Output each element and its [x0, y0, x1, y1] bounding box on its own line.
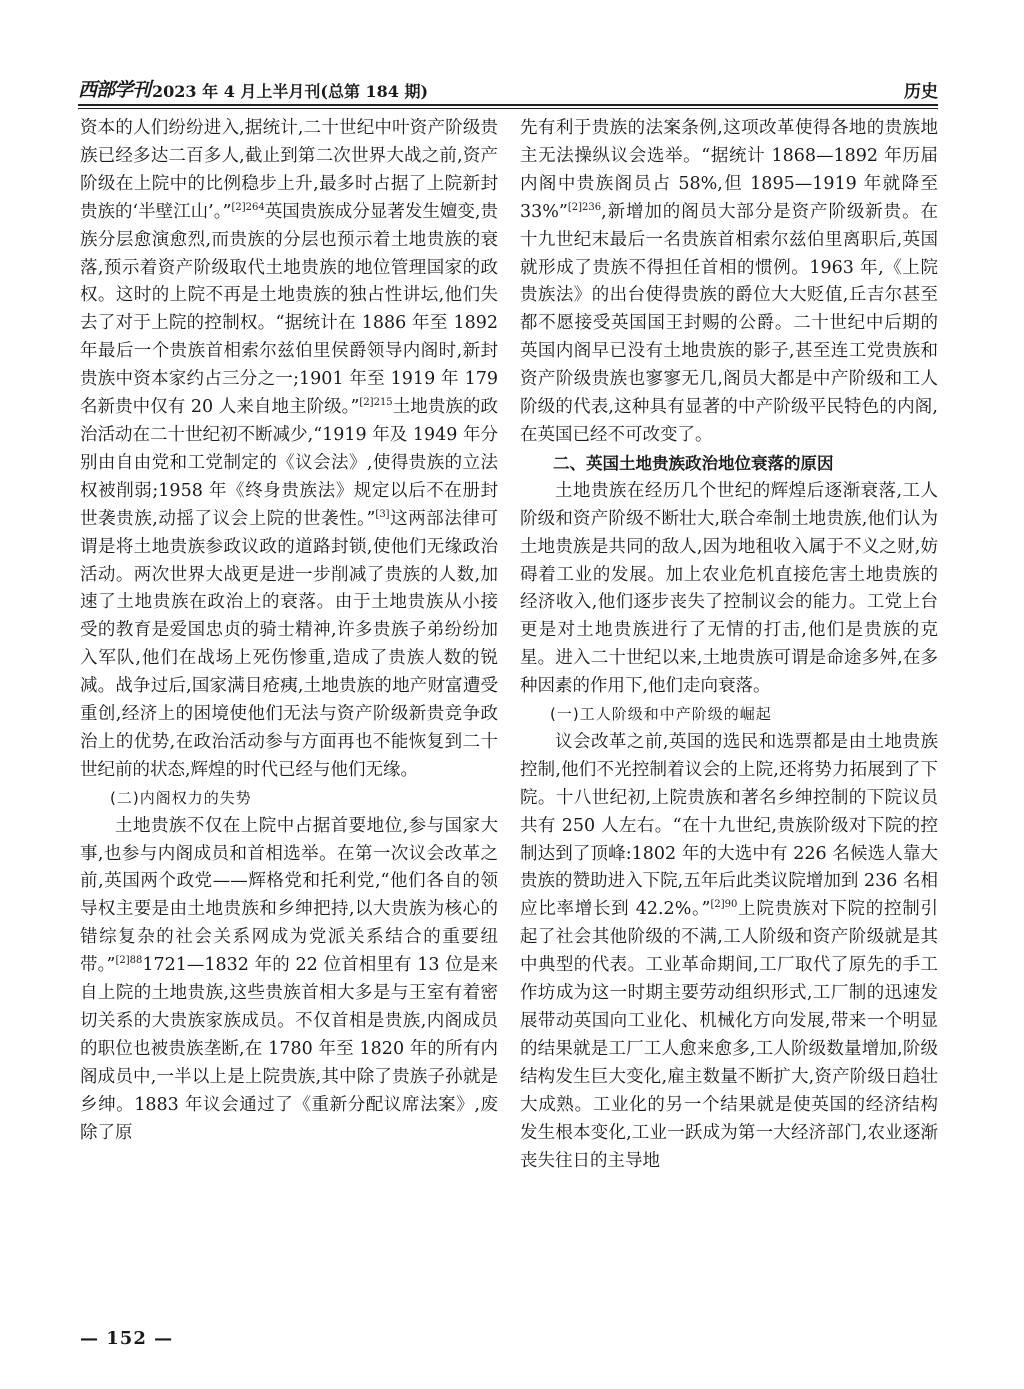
citation: [3]: [375, 508, 390, 520]
citation: [2]236: [567, 201, 602, 213]
subsection-heading: (二)内阁权力的失势: [110, 788, 252, 807]
citation: [2]215: [359, 397, 393, 409]
journal-logo: 西部学刊: [78, 79, 151, 101]
subsection-heading: (一)工人阶级和中产阶级的崛起: [550, 705, 772, 724]
right-column: [520, 115, 938, 1325]
paragraph: 资本的人们纷纷进入,据统计,二十世纪中叶资产阶级贵族已经多达二百多人,截止到第二次世界大战之前,资产阶级在上院中的比例稳步上升,最多时占据了上院新封贵族的‘半壁江山’。”$^{[2]264}$英国贵族成分显著发生嬗变,贵族分层愈演愈烈,而贵族的分层也预示着土地贵族的衰落,预示着资产阶级取代土地贵族的地位管理国家的政权。这时的上院不再是土地贵族的独占性讲坛,他们失去了对于上院的控制权。“据统计在 1886 年至 1892 年最后一个贵族首相索尔兹伯里侯爵领导内阁时,新封贵族中资本家约占三分之一;1901 年至 1919 年 179 名新贵中仅有 20 人来自地主阶级。”$^{[2]215}$土地贵族的政治活动在二十世纪初不断减少,“1919 年及 1949 年分别由自由党和工党制定的《议会法》,使得贵族的立法权被削弱;1958 年《终身贵族法》规定以后不在册封世袭贵族,动摇了议会上院的世袭性。”[3]这两部法律可谓是将土地贵族参政议政的道路封锁,使他们无缘政治活动。两次世界大战更是进一步削减了贵族的人数,加速了土地贵族在政治上的衰落。由于土地贵族从小接受的教育是爱国忠贞的骑士精神,许多贵族子弟纷纷加入军队,他们在战场上死伤惨重,造成了贵族人数的锐减。战争过后,国家满目疮痍,土地贵族的地产财富遭受重创,经济上的困境使他们无法与资产阶级新贵竞争政治上的优势,在政治活动参与方面再也不能恢复到二十世纪前的状态,辉煌的时代已经与他们无缘。: [80, 118, 498, 780]
section-label: 历史: [904, 82, 938, 102]
paragraph: 土地贵族不仅在上院中占据首要地位,参与国家大事,也参与内阁成员和首相选举。在第一次议会改革之前,英国两个政党——辉格党和托利党,“他们各自的领导权主要是由土地贵族和乡绅把持,以大贵族为核心的错综复杂的社会关系网成为党派关系结合的重要纽带。”$^{[2]88}$1721—1832 年的 22 位首相里有 13 位是来自上院的土地贵族,这些贵族首相大多是与王室有着密切关系的大贵族家族成员。不仅首相是贵族,内阁成员的职位也被贵族垄断,在 1780 年至 1820 年的所有内阁成员中,一半以上是上院贵族,其中除了贵族子孙就是乡绅。1883 年议会通过了《重新分配议席法案》,废除了原: [80, 815, 498, 1143]
paragraph: 先有利于贵族的法案条例,这项改革使得各地的贵族地主无法操纵议会选举。“据统计 1868—1892 年历届内阁中贵族阁员占 58%,但 1895—1919 年就降至 33%”$^{[2]236}$,新增加的阁员大部分是资产阶级新贵。在十九世纪末最后一名贵族首相索尔兹伯里离职后,英国就形成了贵族不得担任首相的惯例。1963 年,《上院贵族法》的出台使得贵族的爵位大大贬值,丘吉尔甚至都不愿接受英国国王封赐的公爵。二十世纪中后期的英国内阁早已没有土地贵族的影子,甚至连工党贵族和资产阶级贵族也寥寥无几,阁员大都是中产阶级和工人阶级的代表,这种具有显著的中产阶级平民特色的内阁,在英国已经不可改变了。: [520, 118, 938, 445]
header-rule: [78, 104, 938, 109]
section-heading: 二、英国土地贵族政治地位衰落的原因: [553, 453, 834, 473]
paragraph: 土地贵族在经历几个世纪的辉煌后逐渐衰落,工人阶级和资产阶级不断壮大,联合牵制土地贵族,他们认为土地贵族是共同的敌人,因为地租收入属于不义之财,妨碍着工业的发展。加上农业危机直接危害土地贵族的经济收入,他们逐步丧失了控制议会的能力。工党上台更是对土地贵族进行了无情的打击,他们是贵族的克星。进入二十世纪以来,土地贵族可谓是命途多舛,在多种因素的作用下,他们走向衰落。: [520, 480, 938, 697]
header-left: [78, 75, 428, 102]
citation: [2]264: [231, 201, 265, 213]
running-header: [78, 70, 938, 102]
issue-info: 2023 年 4 月上半月刊(总第 184 期): [152, 82, 429, 101]
left-column: [80, 115, 498, 1325]
paragraph: 议会改革之前,英国的选民和选票都是由土地贵族控制,他们不光控制着议会的上院,还将势力拓展到了下院。十八世纪初,上院贵族和著名乡绅控制的下院议员共有 250 人左右。“在十九世纪,贵族阶级对下院的控制达到了顶峰:1802 年的大选中有 226 名候选人靠大贵族的赞助进入下院,五年后此类议院增加到 236 名相应比率增长到 42.2%。”$^{[2]90}$上院贵族对下院的控制引起了社会其他阶级的不满,工人阶级和资产阶级就是其中典型的代表。工业革命期间,工厂取代了原先的手工作坊成为这一时期主要劳动组织形式,工厂制的迅速发展带动英国向工业化、机械化方向发展,带来一个明显的结果就是工厂工人愈来愈多,工人阶级数量增加,阶级结构发生巨大变化,雇主数量不断扩大,资产阶级日趋壮大成熟。工业化的另一个结果就是使英国的经济结构发生根本变化,工业一跃成为第一大经济部门,农业逐渐丧失往日的主导地: [520, 731, 938, 1171]
page-number: — 152 —: [80, 1328, 174, 1349]
citation: [2]90: [710, 899, 738, 911]
citation: [2]88: [115, 955, 143, 967]
